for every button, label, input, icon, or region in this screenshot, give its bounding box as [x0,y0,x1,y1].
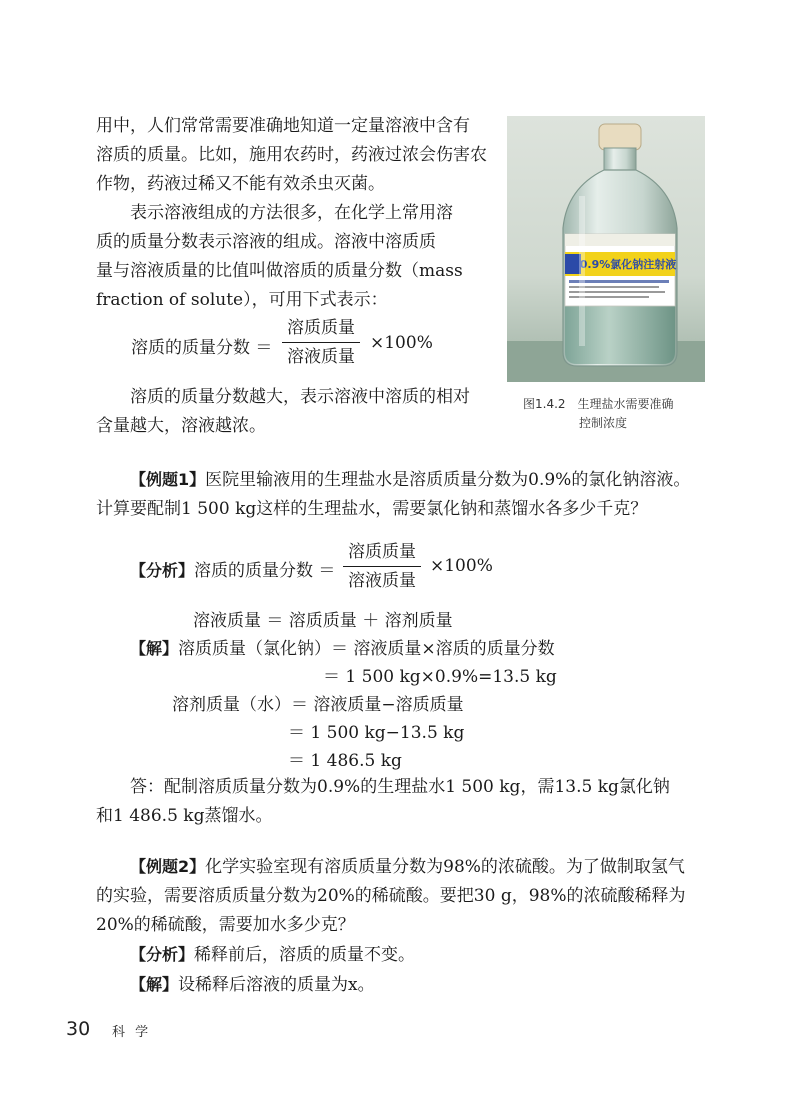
solution1-line5: ＝ 1 486.5 kg [288,751,402,771]
example2-tag: 【例题2】 [130,857,206,876]
formula1-lhs: 溶质的质量分数 ＝ [131,338,273,358]
solution1-line2: ＝ 1 500 kg×0.9%=13.5 kg [323,667,557,687]
bottle-label-text: 0.9%氯化钠注射液 [579,258,677,271]
example2-solution-text: 设稀释后溶液的质量为x。 [178,975,375,995]
example2-analysis [96,940,686,970]
solution1-tag: 【解】 [130,639,179,658]
answer1-block [96,773,670,831]
answer1-line2: 和1 486.5 kg蒸馏水。 [96,806,273,826]
figure-caption [523,395,674,433]
caption-line1: 图1.4.2 生理盐水需要准确 [523,397,674,411]
analysis1-lhs: 溶质的质量分数 ＝ [194,561,336,581]
solution1-text1: 溶质质量（氯化钠）＝ 溶液质量×溶质的质量分数 [178,639,555,659]
formula1-multiplier: ×100% [370,333,433,353]
example2-solution-tag: 【解】 [130,975,179,994]
example1-line1 [96,465,690,495]
example2-line2: 的实验，需要溶质质量分数为20%的稀硫酸。要把30 g，98%的浓硫酸稀释为 [96,886,686,906]
analysis1-denominator: 溶液质量 [348,571,416,591]
example2-solution [96,970,686,1000]
analysis1-relation: 溶液质量 ＝ 溶质质量 ＋ 溶剂质量 [193,611,453,631]
intro-line: 溶质的质量。比如，施用农药时，药液过浓会伤害农 [96,145,487,165]
intro-line: 量与溶液质量的比值叫做溶质的质量分数（mass [96,261,463,281]
example1-text1: 医院里输液用的生理盐水是溶质质量分数为0.9%的氯化钠溶液。 [205,470,691,490]
analysis1-line [130,556,335,581]
fraction-bar [282,342,360,343]
example2-line3: 20%的稀硫酸，需要加水多少克？ [96,915,355,935]
formula1-fraction [282,316,360,369]
example2-line1 [96,852,686,882]
analysis1-tag: 【分析】 [130,561,195,580]
intro-line: 作物，药液过稀又不能有效杀虫灭菌。 [96,174,385,194]
after-formula-line: 含量越大，溶液越浓。 [96,416,266,436]
formula1-numerator: 溶质质量 [287,318,355,338]
example1-line2: 计算要配制1 500 kg这样的生理盐水，需要氯化钠和蒸馏水各多少千克？ [96,499,648,519]
caption-line2: 控制浓度 [579,416,628,430]
subject-label: 科 学 [112,1025,152,1040]
saline-bottle-photo [507,116,705,382]
intro-line: fraction of solute），可用下式表示： [96,290,388,310]
solution1-line3: 溶剂质量（水）＝ 溶液质量−溶质质量 [172,695,464,715]
page-number: 30 [66,1018,91,1040]
example2-text1: 化学实验室现有溶质质量分数为98%的浓硫酸。为了做制取氢气 [205,857,685,877]
after-formula-line: 溶质的质量分数越大，表示溶液中溶质的相对 [130,387,470,407]
example2-analysis-tag: 【分析】 [130,945,195,964]
intro-line: 表示溶液组成的方法很多，在化学上常用溶 [130,203,453,223]
answer1-line1: 答：配制溶质质量分数为0.9%的生理盐水1 500 kg，需13.5 kg氯化钠 [130,777,670,797]
analysis1-multiplier: ×100% [430,556,493,576]
intro-line: 用中，人们常常需要准确地知道一定量溶液中含有 [96,116,470,136]
intro-paragraph [96,112,487,315]
formula1-denominator: 溶液质量 [287,347,355,367]
saline-bottle-illustration [507,116,705,382]
example1-tag: 【例题1】 [130,470,206,489]
example2-block [96,852,686,1000]
intro-line: 质的质量分数表示溶液的组成。溶液中溶质质 [96,232,436,252]
solution1-line1 [130,634,555,659]
example1-block [96,465,690,524]
example2-analysis-text: 稀释前后，溶质的质量不变。 [194,945,416,965]
analysis1-numerator: 溶质质量 [348,542,416,562]
solution1-line4: ＝ 1 500 kg−13.5 kg [288,723,465,743]
after-formula-paragraph [96,383,470,441]
analysis1-fraction [343,540,421,593]
fraction-bar [343,566,421,567]
